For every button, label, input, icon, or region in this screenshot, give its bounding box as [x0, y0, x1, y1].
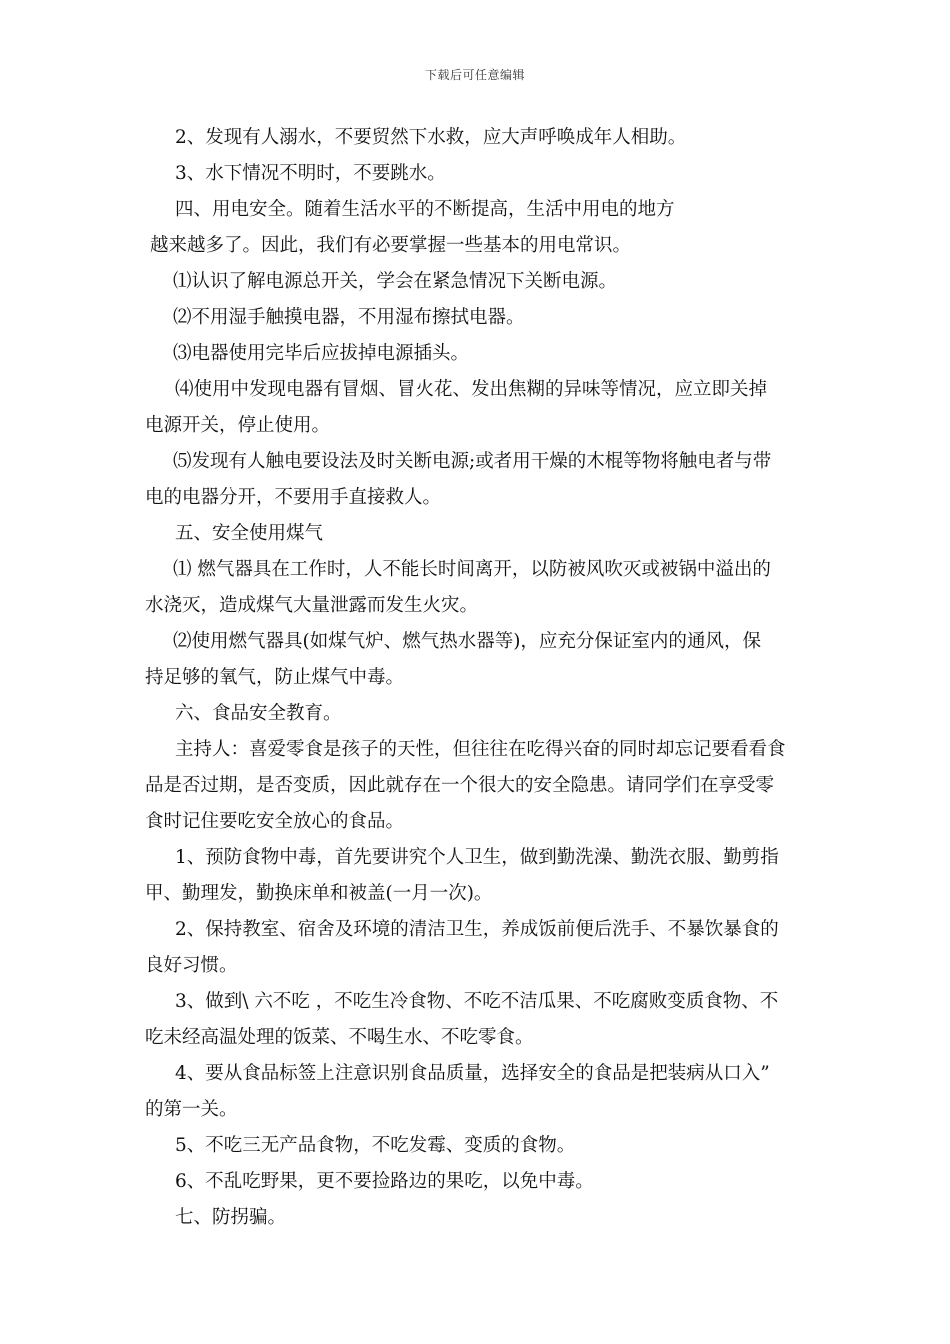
paragraph-line: 的第一关。	[145, 1099, 238, 1120]
paragraph-line: ⑸发现有人触电要设法及时关断电源;或者用干燥的木棍等物将触电者与带	[173, 451, 772, 472]
paragraph-line: 甲、勤理发，勤换床单和被盖(一月一次)。	[145, 883, 493, 904]
paragraph-line: 持足够的氧气，防止煤气中毒。	[145, 667, 405, 688]
paragraph-line: 主持人：喜爱零食是孩子的天性，但往往在吃得兴奋的同时却忘记要看看食	[175, 739, 786, 760]
paragraph-line: 6、不乱吃野果，更不要捡路边的果吃，以免中毒。	[175, 1171, 594, 1192]
paragraph-line: ⑵使用燃气器具(如煤气炉、燃气热水器等)，应充分保证室内的通风，保	[173, 631, 761, 652]
paragraph-line: ⑵不用湿手触摸电器，不用湿布擦拭电器。	[173, 307, 525, 328]
paragraph-line: ⑴认识了解电源总开关，学会在紧急情况下关断电源。	[173, 271, 618, 292]
paragraph-line: ⑶电器使用完毕后应拔掉电源插头。	[173, 343, 470, 364]
paragraph-line: 1、预防食物中毒，首先要讲究个人卫生，做到勤洗澡、勤洗衣服、勤剪指	[175, 847, 779, 868]
paragraph-line: 电的电器分开，不要用手直接救人。	[145, 487, 442, 508]
section-heading: 六、食品安全教育。	[175, 703, 342, 724]
paragraph-line: 水浇灭，造成煤气大量泄露而发生火灾。	[145, 595, 479, 616]
paragraph-line: 电源开关，停止使用。	[145, 415, 331, 436]
paragraph-line: ⑴ 燃气器具在工作时，人不能长时间离开，以防被风吹灭或被锅中溢出的	[173, 559, 771, 580]
paragraph-line: 吃未经高温处理的饭菜、不喝生水、不吃零食。	[145, 1027, 534, 1048]
paragraph-line: 3、水下情况不明时，不要跳水。	[175, 163, 446, 184]
paragraph-line: 食时记住要吃安全放心的食品。	[145, 811, 405, 832]
paragraph-line: 3、做到\ 六不吃 ，不吃生冷食物、不吃不洁瓜果、不吃腐败变质食物、不	[175, 991, 779, 1012]
paragraph-line: 品是否过期，是否变质，因此就存在一个很大的安全隐患。请同学们在享受零	[145, 775, 775, 796]
section-heading: 五、安全使用煤气	[175, 523, 324, 544]
page-header: 下载后可任意编辑	[424, 68, 525, 82]
paragraph-line: 良好习惯。	[145, 955, 238, 976]
paragraph-line: 2、发现有人溺水，不要贸然下水救，应大声呼唤成年人相助。	[175, 127, 687, 148]
paragraph-line: 5、不吃三无产品食物，不吃发霉、变质的食物。	[175, 1135, 576, 1156]
paragraph-line: ⑷使用中发现电器有冒烟、冒火花、发出焦糊的异味等情况，应立即关掉	[175, 379, 768, 400]
paragraph-line: 2、保持教室、宿舍及环境的清洁卫生，养成饭前便后洗手、不暴饮暴食的	[175, 919, 779, 940]
section-heading: 七、防拐骗。	[175, 1207, 287, 1228]
paragraph-line: 越来越多了。因此，我们有必要掌握一些基本的用电常识。	[150, 235, 632, 256]
paragraph-line: 四、用电安全。随着生活水平的不断提高，生活中用电的地方	[175, 199, 675, 220]
paragraph-line: 4、要从食品标签上注意识别食品质量，选择安全的食品是把装病从口入”	[175, 1063, 770, 1084]
